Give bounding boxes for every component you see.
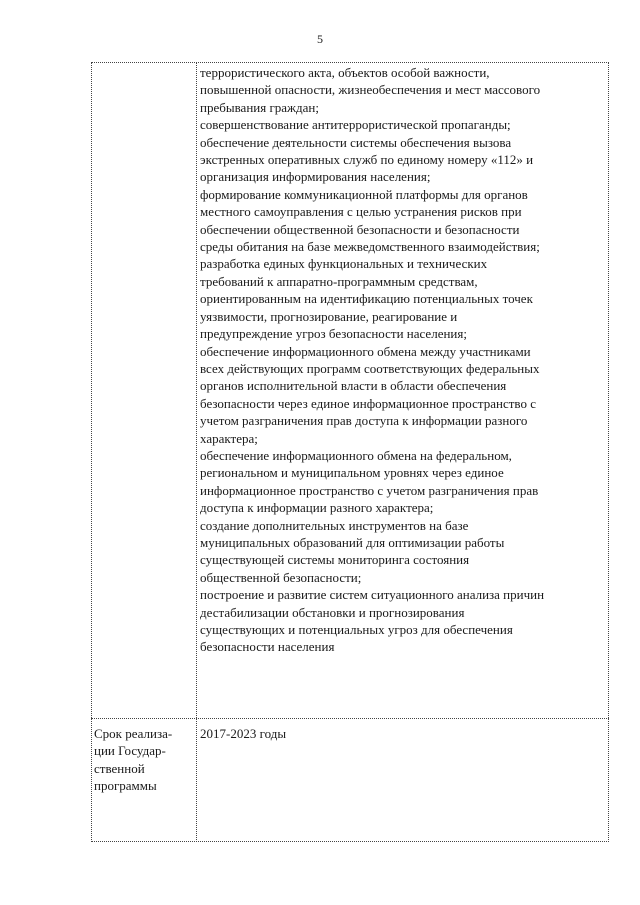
text-line: ориентированным на идентификацию потенциальных точек <box>200 291 533 307</box>
text-line: повышенной опасности, жизнеобеспечения и мест массового <box>200 82 541 98</box>
label-line: программы <box>94 778 157 794</box>
program-passport-table <box>91 62 609 842</box>
table-bottom-border <box>91 841 609 842</box>
text-line: уязвимости, прогнозирование, реагирование и <box>200 308 458 324</box>
table-top-border <box>91 62 609 63</box>
row-divider <box>91 718 609 719</box>
text-line: создание дополнительных инструментов на базе <box>200 517 469 533</box>
text-line: обеспечение информационного обмена на федеральном, <box>200 447 512 463</box>
text-line: организация информирования населения; <box>200 169 431 185</box>
text-line: обеспечении общественной безопасности и безопасности <box>200 221 520 237</box>
text-line: формирование коммуникационной платформы для органов <box>200 186 528 202</box>
text-line: безопасности через единое информационное пространство с <box>200 395 536 411</box>
period-value-cell: 2017-2023 годы <box>200 726 287 741</box>
text-line: учетом разграничения прав доступа к информации разного <box>200 413 528 429</box>
text-line: общественной безопасности; <box>200 569 362 585</box>
text-line: требований к аппаратно-программным средствам, <box>200 273 478 289</box>
text-line: обеспечение деятельности системы обеспечения вызова <box>200 134 512 150</box>
text-line: доступа к информации разного характера; <box>200 500 434 516</box>
text-line: существующих и потенциальных угроз для обеспечения <box>200 622 513 637</box>
text-line: совершенствование антитеррористической пропаганды; <box>200 117 511 133</box>
text-line: разработка единых функциональных и технических <box>200 256 488 272</box>
text-line: информационное пространство с учетом разграничения прав <box>200 482 539 498</box>
text-line: органов исполнительной власти в области обеспечения <box>200 378 507 394</box>
text-line: характера; <box>200 430 258 446</box>
text-line: обеспечение информационного обмена между участниками <box>200 343 531 359</box>
table-left-border <box>91 62 92 842</box>
text-line: дестабилизации обстановки и прогнозирования <box>200 604 465 620</box>
text-line: террористического акта, объектов особой важности, <box>200 65 490 80</box>
text-line: пребывания граждан; <box>200 99 319 115</box>
period-label-cell <box>94 725 194 795</box>
text-line: всех действующих программ соответствующих федеральных <box>200 360 540 376</box>
label-line: ственной <box>94 760 145 776</box>
text-line: безопасности населения <box>200 639 335 655</box>
text-line: среды обитания на базе межведомственного взаимодействия; <box>200 239 540 255</box>
text-line: местного самоуправления с целью устранения рисков при <box>200 204 522 220</box>
text-line: построение и развитие систем ситуационного анализа причин <box>200 587 545 603</box>
text-line: предупреждение угроз безопасности населения; <box>200 326 467 342</box>
text-line: существующей системы мониторинга состояния <box>200 552 470 568</box>
column-divider <box>196 62 197 842</box>
page-number: 5 <box>317 32 323 46</box>
text-line: муниципальных образований для оптимизации работы <box>200 534 505 550</box>
table-right-border <box>608 62 609 842</box>
label-line: ции Государ- <box>94 743 166 759</box>
text-line: региональном и муниципальном уровнях через единое <box>200 465 504 481</box>
label-line: Срок реализа- <box>94 726 173 741</box>
program-tasks-cell <box>200 64 605 656</box>
text-line: экстренных оперативных служб по единому номеру «112» и <box>200 152 534 168</box>
